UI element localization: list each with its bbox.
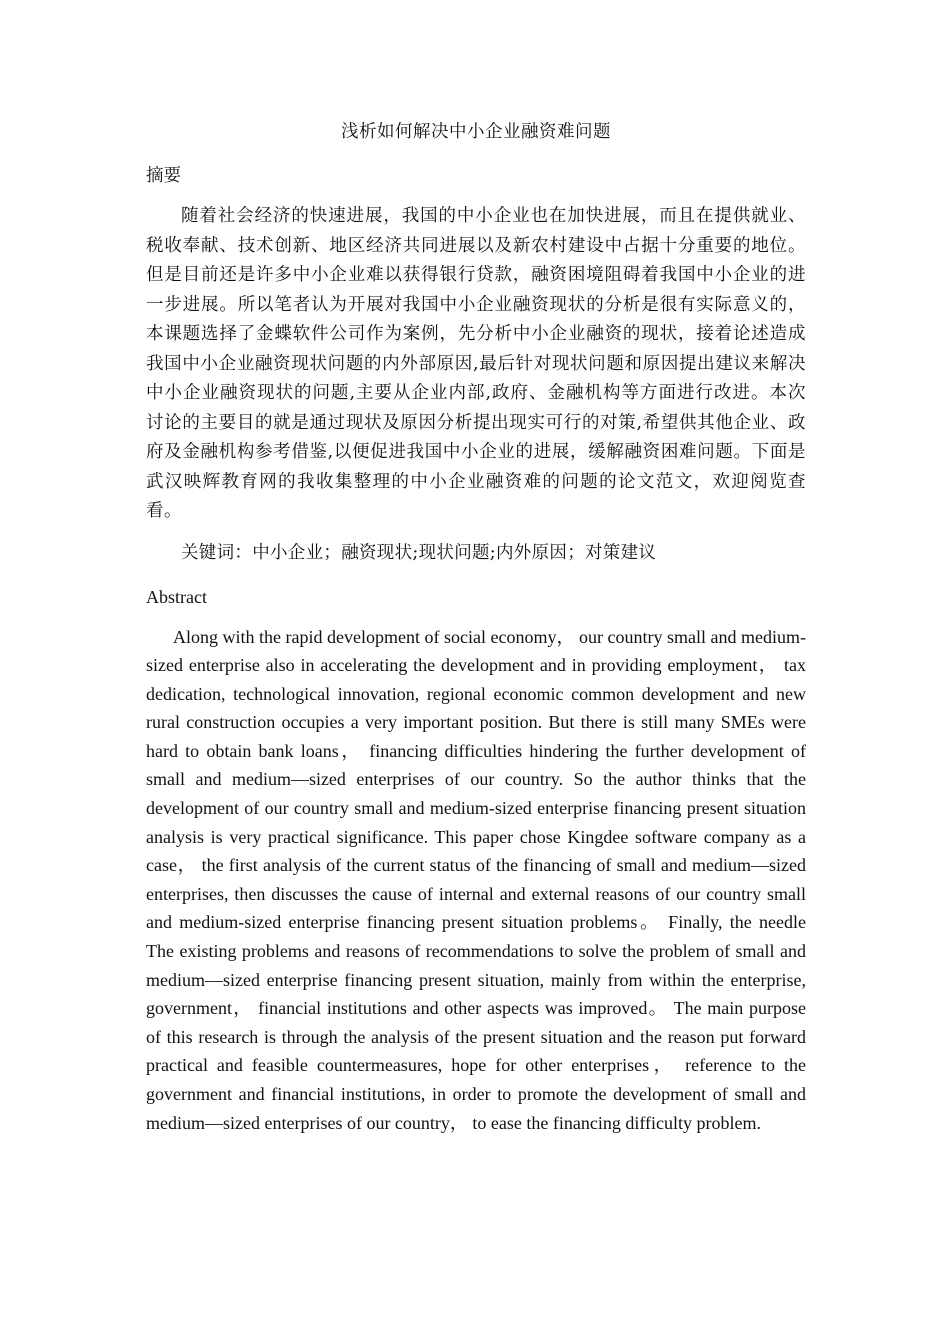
abstract-heading-en: Abstract <box>146 586 207 607</box>
abstract-heading-zh: 摘要 <box>146 166 181 186</box>
abstract-body-zh: 随着社会经济的快速进展，我国的中小企业也在加快进展，而且在提供就业、税收奉献、技术创新、地区经济共同进展以及新农村建设中占据十分重要的地位。但是目前还是许多中小企业难以获得银行贷款，融资困境阻碍着我国中小企业的进一步进展。所以笔者认为开展对我国中小企业融资现状的分析是很有实际意义的，本课题选择了金蝶软件公司作为案例，先分析中小企业融资的现状，接着论述造成我国中小企业融资现状问题的内外部原因,最后针对现状问题和原因提出建议来解决中小企业融资现状的问题,主要从企业内部,政府、金融机构等方面进行改进。本次讨论的主要目的就是通过现状及原因分析提出现实可行的对策,希望供其他企业、政府及金融机构参考借鉴,以便促进我国中小企业的进展，缓解融资困难问题。下面是武汉映辉教育网的我收集整理的中小企业融资难的问题的论文范文，欢迎阅览查看。 <box>146 206 806 521</box>
document-title: 浅析如何解决中小企业融资难问题 <box>341 122 611 142</box>
document-page <box>146 118 806 1137</box>
abstract-body-en: Along with the rapid development of social economy， our country small and medium-sized enterprise also in accelerating the development and in providing employment， tax dedication, technological innovation, regional economic common development and new rural construction occupies a very important position. But there is still many SMEs were hard to obtain bank loans， financing difficulties hindering the further development of small and medium—sized enterprises of our country. So the author thinks that the development of our country small and medium-sized enterprise financing present situation analysis is very practical significance. This paper chose Kingdee software company as a case， the first analysis of the current status of the financing of small and medium—sized enterprises, then discusses the cause of internal and external reasons of our country small and medium-sized enterprise financing present situation problems。 Finally, the needle The existing problems and reasons of recommendations to solve the problem of small and medium—sized enterprise financing present situation, mainly from within the enterprise, government， financial institutions and other aspects was improved。 The main purpose of this research is through the analysis of the present situation and the reason put forward practical and feasible countermeasures, hope for other enterprises， reference to the government and financial institutions, in order to promote the development of small and medium—sized enterprises of our country， to ease the financing difficulty problem. <box>146 626 806 1133</box>
keywords-line: 关键词：中小企业；融资现状;现状问题;内外原因；对策建议 <box>181 542 657 563</box>
